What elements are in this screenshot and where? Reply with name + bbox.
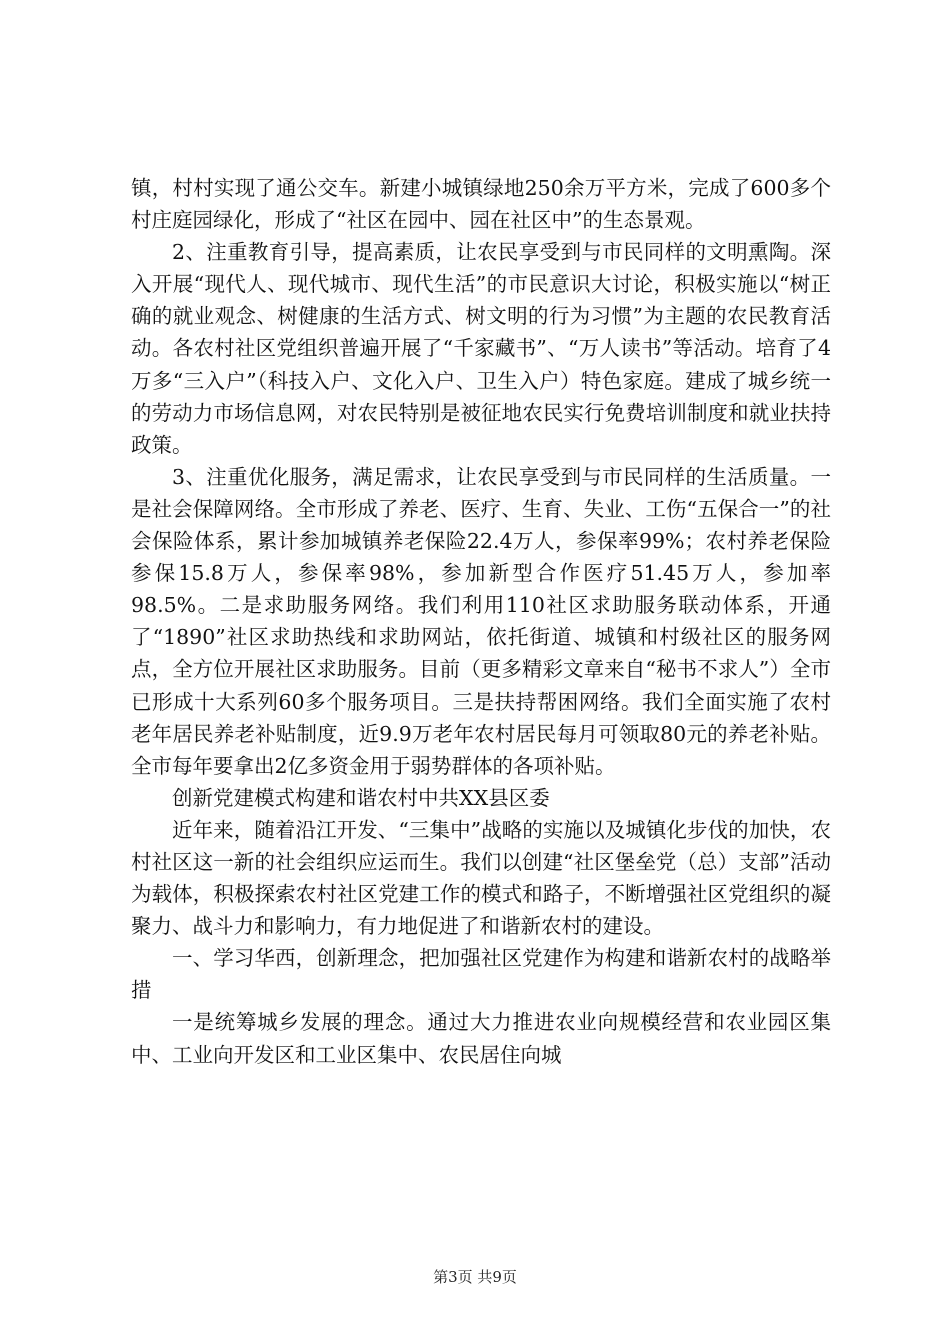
paragraph: 镇，村村实现了通公交车。新建小城镇绿地250余万平方米，完成了600多个村庄庭园绿化，形成了“社区在园中、园在社区中”的生态景观。: [131, 176, 831, 233]
paragraph: 3、注重优化服务，满足需求，让农民享受到与市民同样的生活质量。一是社会保障网络。全市形成了养老、医疗、生育、失业、工伤“五保合一”的社会保险体系，累计参加城镇养老保险22.4万人，参保率99%；农村养老保险参保15.8万人，参保率98%，参加新型合作医疗51.45万人，参加率98.5%。二是求助服务网络。我们利用110社区求助服务联动体系，开通了“1890”社区求助热线和求助网站，依托街道、城镇和村级社区的服务网点，全方位开展社区求助服务。目前（更多精彩文章来自“秘书不求人”）全市已形成十大系列60多个服务项目。三是扶持帮困网络。我们全面实施了农村老年居民养老补贴制度，近9.9万老年农村居民每月可领取80元的养老补贴。全市每年要拿出2亿多资金用于弱势群体的各项补贴。: [131, 464, 831, 778]
paragraph: 一是统筹城乡发展的理念。通过大力推进农业向规模经营和农业园区集中、工业向开发区和工业区集中、农民居住向城: [131, 1010, 831, 1067]
body-text: [131, 172, 831, 1071]
section-heading: 一、学习华西，创新理念，把加强社区党建作为构建和谐新农村的战略举措: [131, 946, 831, 1003]
paragraph: 2、注重教育引导，提高素质，让农民享受到与市民同样的文明熏陶。深入开展“现代人、现代城市、现代生活”的市民意识大讨论，积极实施以“树正确的就业观念、树健康的生活方式、树文明的行为习惯”为主题的农民教育活动。各农村社区党组织普遍开展了“千家藏书”、“万人读书”等活动。培育了4万多“三入户”（科技入户、文化入户、卫生入户）特色家庭。建成了城乡统一的劳动力市场信息网，对农民特别是被征地农民实行免费培训制度和就业扶持政策。: [131, 240, 831, 457]
page-footer: 第3页 共9页: [433, 1268, 517, 1286]
paragraph: 近年来，随着沿江开发、“三集中”战略的实施以及城镇化步伐的加快，农村社区这一新的社会组织应运而生。我们以创建“社区堡垒党（总）支部”活动为载体，积极探索农村社区党建工作的模式和路子，不断增强社区党组织的凝聚力、战斗力和影响力，有力地促进了和谐新农村的建设。: [131, 817, 831, 939]
section-title: 创新党建模式构建和谐农村中共XX县区委: [172, 785, 550, 810]
